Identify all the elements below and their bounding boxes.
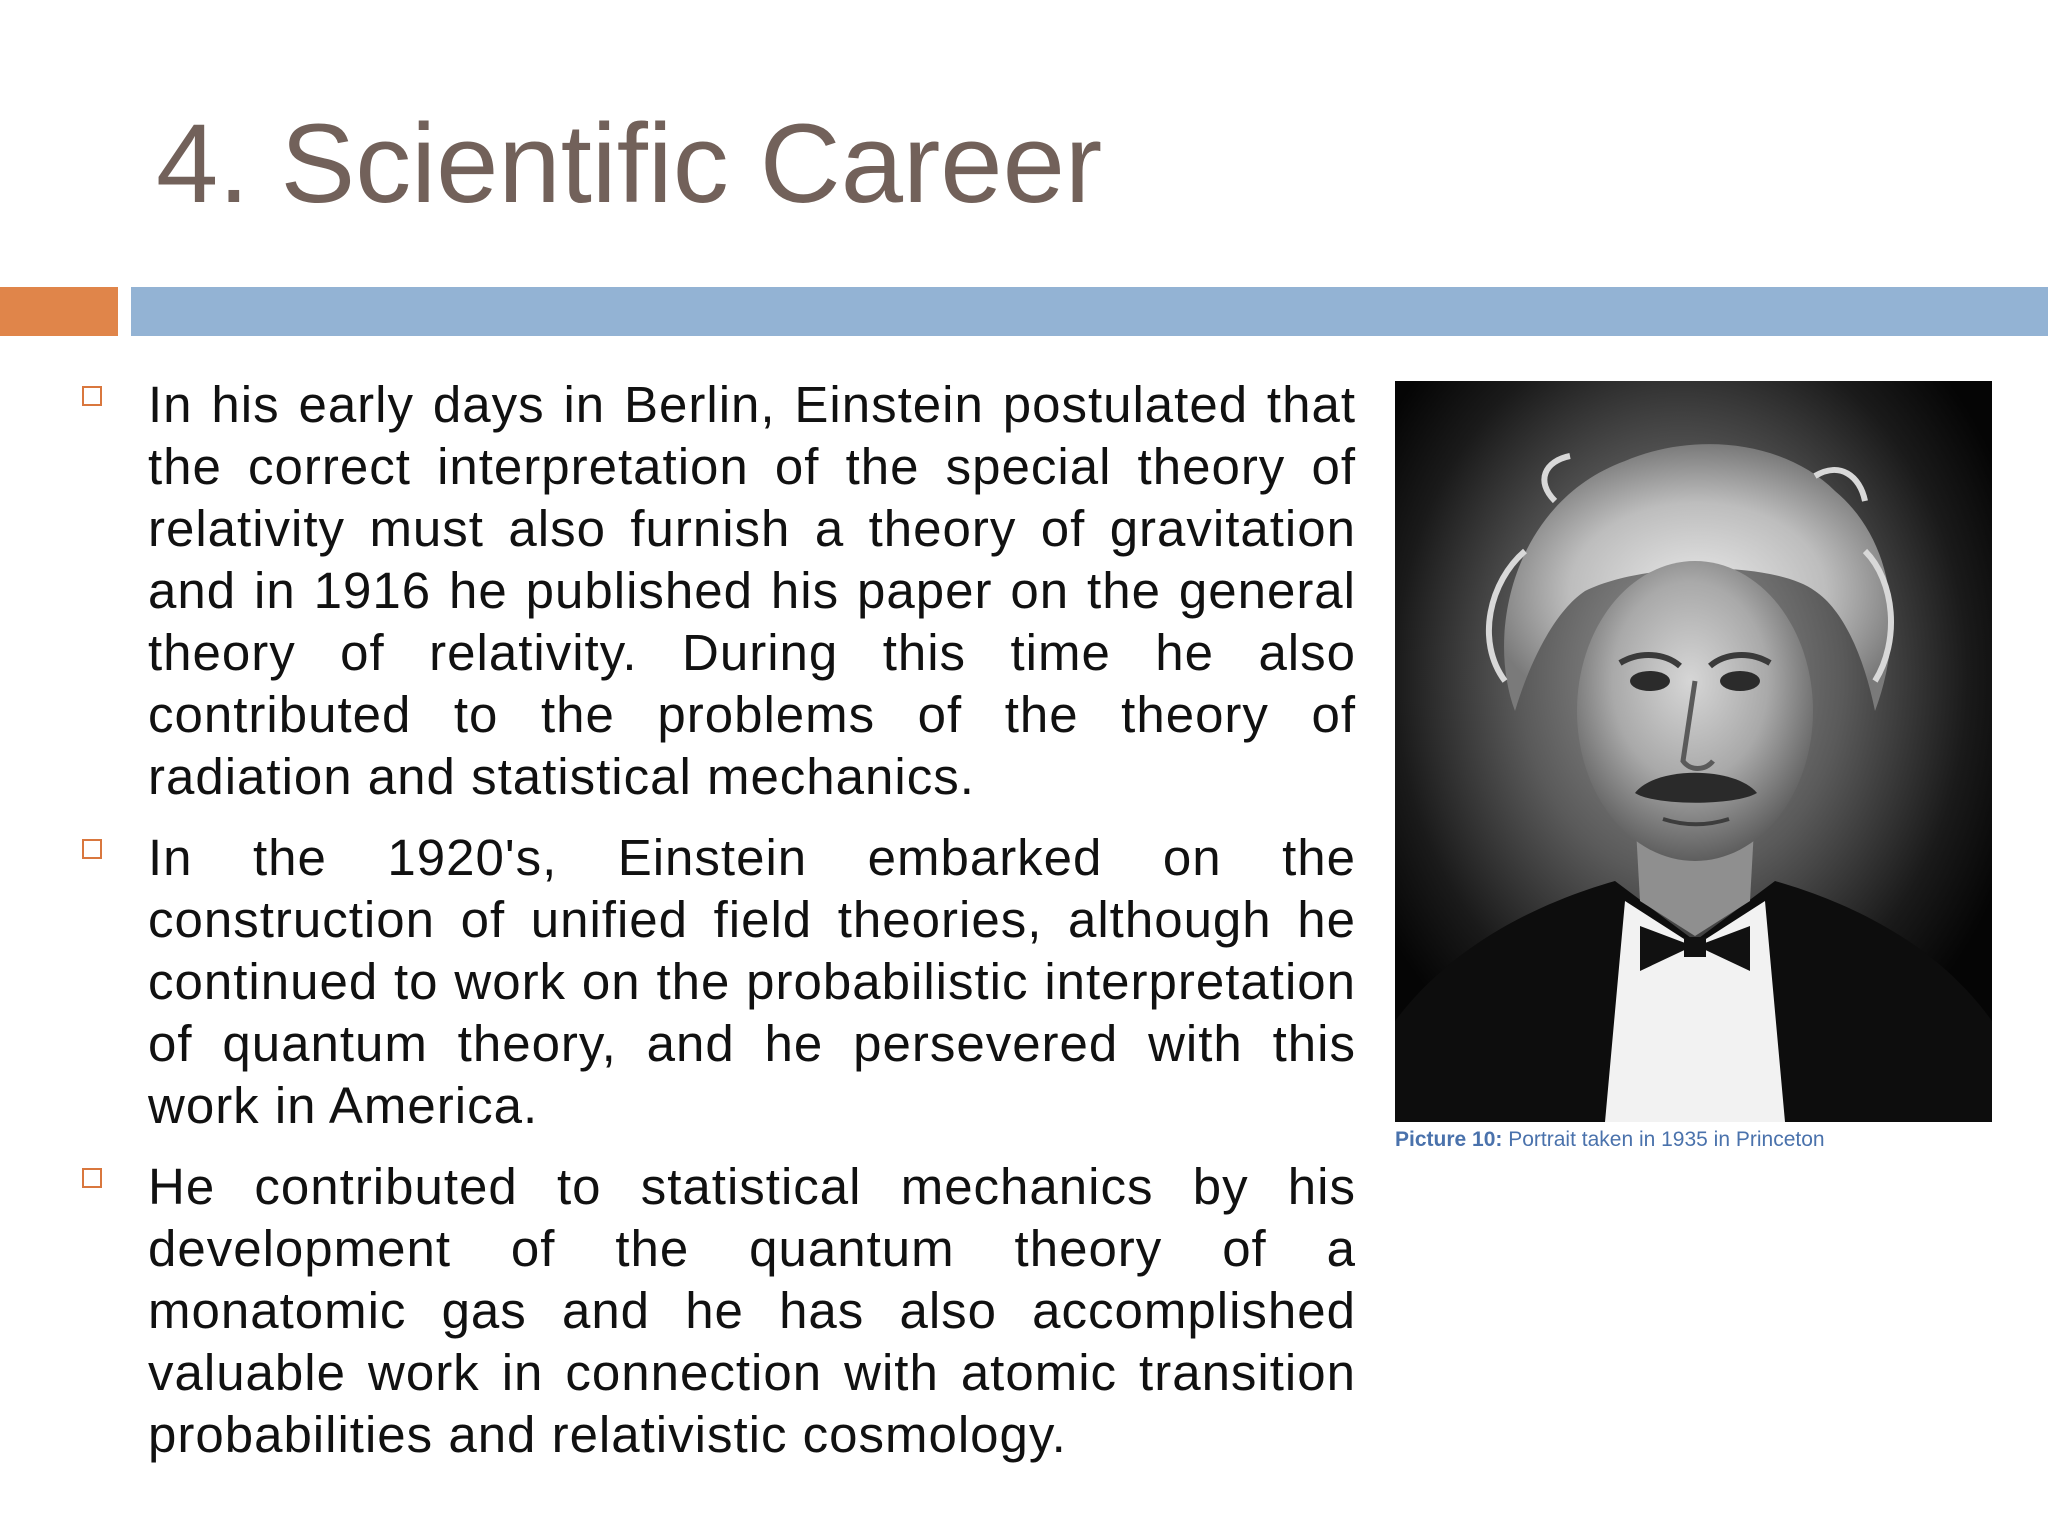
bullet-text: In his early days in Berlin, Einstein postulated that the correct interpretation of the special theory of relativity must also furnish a theory of gravitation and in 1916 he published his paper on the general theory of relativity. During this time he also contributed to the problems of the theory of radiation and statistical mechanics. (148, 376, 1356, 805)
slide-title: 4. Scientific Career (156, 101, 1103, 226)
orange-accent-bar (0, 287, 118, 336)
bullet-item (80, 1156, 1356, 1466)
square-bullet-icon (82, 1168, 102, 1188)
square-bullet-icon (82, 839, 102, 859)
bullet-list (80, 374, 1356, 1485)
bullet-item (80, 374, 1356, 808)
square-bullet-icon (82, 386, 102, 406)
caption-label: Picture 10: (1395, 1128, 1503, 1151)
bullet-text: He contributed to statistical mechanics by his development of the quantum theory of a monatomic gas and he has also accomplished valuable work in connection with atomic transition probabilities and relativistic cosmology. (148, 1158, 1356, 1463)
figure-caption (1395, 1128, 1992, 1152)
caption-text: Portrait taken in 1935 in Princeton (1502, 1128, 1825, 1151)
portrait-image (1395, 381, 1992, 1122)
portrait-figure (1395, 381, 1992, 1152)
bullet-text: In the 1920's, Einstein embarked on the construction of unified field theories, although he continued to work on the probabilistic interpretation of quantum theory, and he persevered with this work in America. (148, 829, 1356, 1134)
blue-accent-bar (131, 287, 2048, 336)
bullet-item (80, 827, 1356, 1137)
